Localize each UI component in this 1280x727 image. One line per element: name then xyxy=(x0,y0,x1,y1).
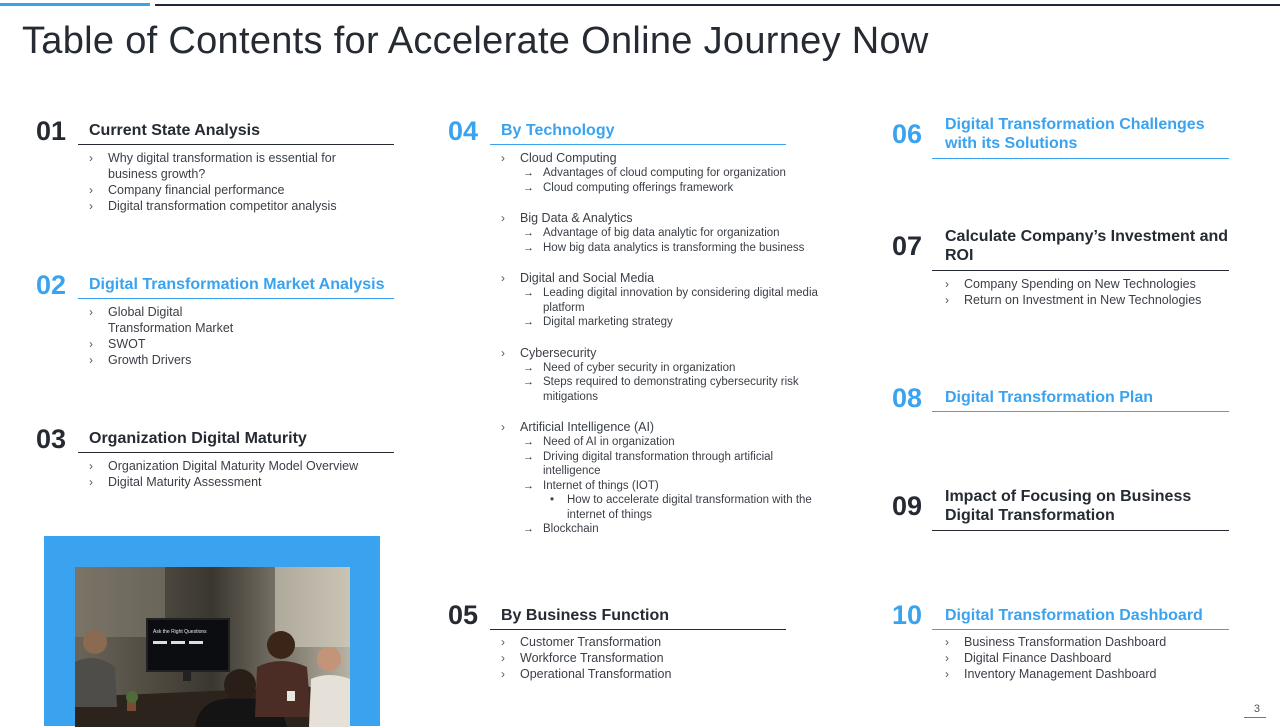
chevron-right-icon: › xyxy=(89,199,93,213)
photo-frame xyxy=(44,536,380,726)
chevron-right-icon: › xyxy=(945,277,949,291)
list-item: › Business Transformation Dashboard xyxy=(945,635,1167,649)
section-number: 01 xyxy=(36,116,67,146)
list-item: › Global Digital Transformation Market xyxy=(89,305,234,335)
chevron-right-icon: › xyxy=(501,651,505,665)
chevron-right-icon: › xyxy=(945,293,949,307)
list-item: › Big Data & Analytics → Advantage of big data analytic for organization → How big data analytics is transforming the business xyxy=(501,210,831,255)
section-title: By Technology xyxy=(501,122,615,139)
chevron-right-icon: › xyxy=(501,667,505,681)
sub-item: → Internet of things (IOT) • How to accelerate digital transformation with the internet of things xyxy=(520,479,831,523)
sub-item: → Steps required to demonstrating cybersecurity risk mitigations xyxy=(523,376,799,403)
section-items xyxy=(945,634,1225,682)
chevron-right-icon: › xyxy=(945,635,949,649)
section-number: 07 xyxy=(892,231,923,261)
section-title: Organization Digital Maturity xyxy=(89,430,307,447)
sub-item: → Advantages of cloud computing for organization xyxy=(523,167,786,179)
list-item: › Workforce Transformation xyxy=(501,651,664,665)
chevron-right-icon: › xyxy=(501,420,505,434)
arrow-right-icon: → xyxy=(523,523,534,535)
list-item: › Cybersecurity → Need of cyber security in organization → Steps required to demonstrating cybersecurity risk mitigations xyxy=(501,345,831,405)
list-item: › Company Spending on New Technologies xyxy=(945,277,1196,291)
list-item: › Cloud Computing → Advantages of cloud computing for organization → Cloud computing offerings framework xyxy=(501,150,831,195)
list-item: › Customer Transformation xyxy=(501,635,662,649)
chevron-right-icon: › xyxy=(89,459,93,473)
chevron-right-icon: › xyxy=(501,345,505,360)
section-rule xyxy=(78,298,394,299)
sub-item: → Digital marketing strategy xyxy=(523,316,673,328)
section-items xyxy=(89,150,364,214)
sub-item: → Leading digital innovation by considering digital media platform xyxy=(523,287,818,314)
arrow-right-icon: → xyxy=(523,227,534,239)
sub-item: → Need of cyber security in organization xyxy=(523,361,736,374)
chevron-right-icon: › xyxy=(89,353,93,367)
chevron-right-icon: › xyxy=(501,211,505,225)
section-number: 10 xyxy=(892,600,923,630)
list-item: › Company financial performance xyxy=(89,183,285,197)
sub-item: → How big data analytics is transforming the business xyxy=(523,241,805,254)
arrow-right-icon: → xyxy=(523,181,534,194)
arrow-right-icon: → xyxy=(523,450,534,463)
section-rule xyxy=(932,629,1229,630)
list-item: › Operational Transformation xyxy=(501,667,672,681)
section-items xyxy=(501,634,761,682)
chevron-right-icon: › xyxy=(501,151,505,165)
section-title: Calculate Company’s Investment and ROI xyxy=(945,228,1229,264)
list-item: › Digital transformation competitor analysis xyxy=(89,199,337,213)
list-item: › Digital Finance Dashboard xyxy=(945,651,1112,665)
team-meeting-photo xyxy=(75,567,350,727)
arrow-right-icon: → xyxy=(523,479,534,492)
list-item: › Digital Maturity Assessment xyxy=(89,475,262,489)
list-item: › Growth Drivers xyxy=(89,353,192,367)
arrow-right-icon: → xyxy=(523,436,534,448)
page-number: 3 xyxy=(1253,703,1260,715)
section-title: Digital Transformation Plan xyxy=(945,389,1154,406)
top-rule xyxy=(155,4,1280,6)
section-title: By Business Function xyxy=(501,607,670,624)
section-rule xyxy=(490,144,786,145)
list-item: › Artificial Intelligence (AI) → Need of AI in organization → Driving digital transformation through artificial intelligence → Internet of things (IOT) • How to accelerate digital transformation with the internet of things → Blockchain xyxy=(501,419,831,537)
section-number: 02 xyxy=(36,270,67,300)
chevron-right-icon: › xyxy=(89,183,93,197)
section-rule xyxy=(78,452,394,453)
arrow-right-icon: → xyxy=(523,241,534,254)
list-item: › Return on Investment in New Technologies xyxy=(945,293,1202,307)
list-item: › Organization Digital Maturity Model Overview xyxy=(89,459,359,473)
chevron-right-icon: › xyxy=(89,151,93,165)
chevron-right-icon: › xyxy=(945,651,949,665)
arrow-right-icon: → xyxy=(523,361,534,374)
section-rule xyxy=(78,144,394,145)
sub-item: → Cloud computing offerings framework xyxy=(523,181,734,194)
section-rule xyxy=(490,629,786,630)
section-rule xyxy=(932,270,1229,271)
chevron-right-icon: › xyxy=(89,305,93,319)
list-item: › Inventory Management Dashboard xyxy=(945,667,1157,681)
section-rule xyxy=(932,158,1229,159)
sub-item: → Driving digital transformation through artificial intelligence xyxy=(523,450,774,477)
sub-item: → Need of AI in organization xyxy=(523,436,675,448)
chevron-right-icon: › xyxy=(945,667,949,681)
list-item: › Digital and Social Media → Leading digital innovation by considering digital media platform → Digital marketing strategy xyxy=(501,270,831,330)
top-accent-bar xyxy=(0,3,150,6)
bullet-dot-icon: • xyxy=(550,494,555,506)
section-number: 04 xyxy=(448,116,479,146)
chevron-right-icon: › xyxy=(501,635,505,649)
chevron-right-icon: › xyxy=(89,475,93,489)
section-rule xyxy=(932,530,1229,531)
section-number: 08 xyxy=(892,383,923,413)
section-items xyxy=(945,276,1235,308)
list-item: › Why digital transformation is essential for business growth? xyxy=(89,151,336,181)
sub-sub-item: • How to accelerate digital transformation with the internet of things xyxy=(550,494,812,521)
page-title: Table of Contents for Accelerate Online Journey Now xyxy=(22,20,929,62)
meeting-illustration xyxy=(75,567,350,727)
arrow-right-icon: → xyxy=(523,287,534,299)
section-number: 05 xyxy=(448,600,479,630)
page-number-rule xyxy=(1244,717,1266,718)
section-number: 06 xyxy=(892,119,923,149)
section-title: Impact of Focusing on Business Digital Transformation xyxy=(945,488,1192,524)
section-items xyxy=(89,304,249,368)
arrow-right-icon: → xyxy=(523,376,534,388)
monitor-screen xyxy=(147,619,229,671)
section-title: Digital Transformation Dashboard xyxy=(945,607,1203,624)
screen-text: Ask the Right Questions xyxy=(153,629,207,635)
section-number: 09 xyxy=(892,491,923,521)
section-title: Current State Analysis xyxy=(89,122,261,139)
arrow-right-icon: → xyxy=(523,167,534,179)
section-title: Digital Transformation Challenges with its Solutions xyxy=(945,116,1205,152)
chevron-right-icon: › xyxy=(89,337,93,351)
section-items xyxy=(501,150,831,552)
section-items xyxy=(89,458,389,490)
sub-item: → Advantage of big data analytic for organization xyxy=(523,227,780,239)
sub-item: → Blockchain xyxy=(523,523,599,535)
section-rule xyxy=(932,411,1229,412)
section-title: Digital Transformation Market Analysis xyxy=(89,276,385,293)
chevron-right-icon: › xyxy=(501,271,505,285)
section-number: 03 xyxy=(36,424,67,454)
list-item: › SWOT xyxy=(89,337,146,351)
arrow-right-icon: → xyxy=(523,316,534,328)
